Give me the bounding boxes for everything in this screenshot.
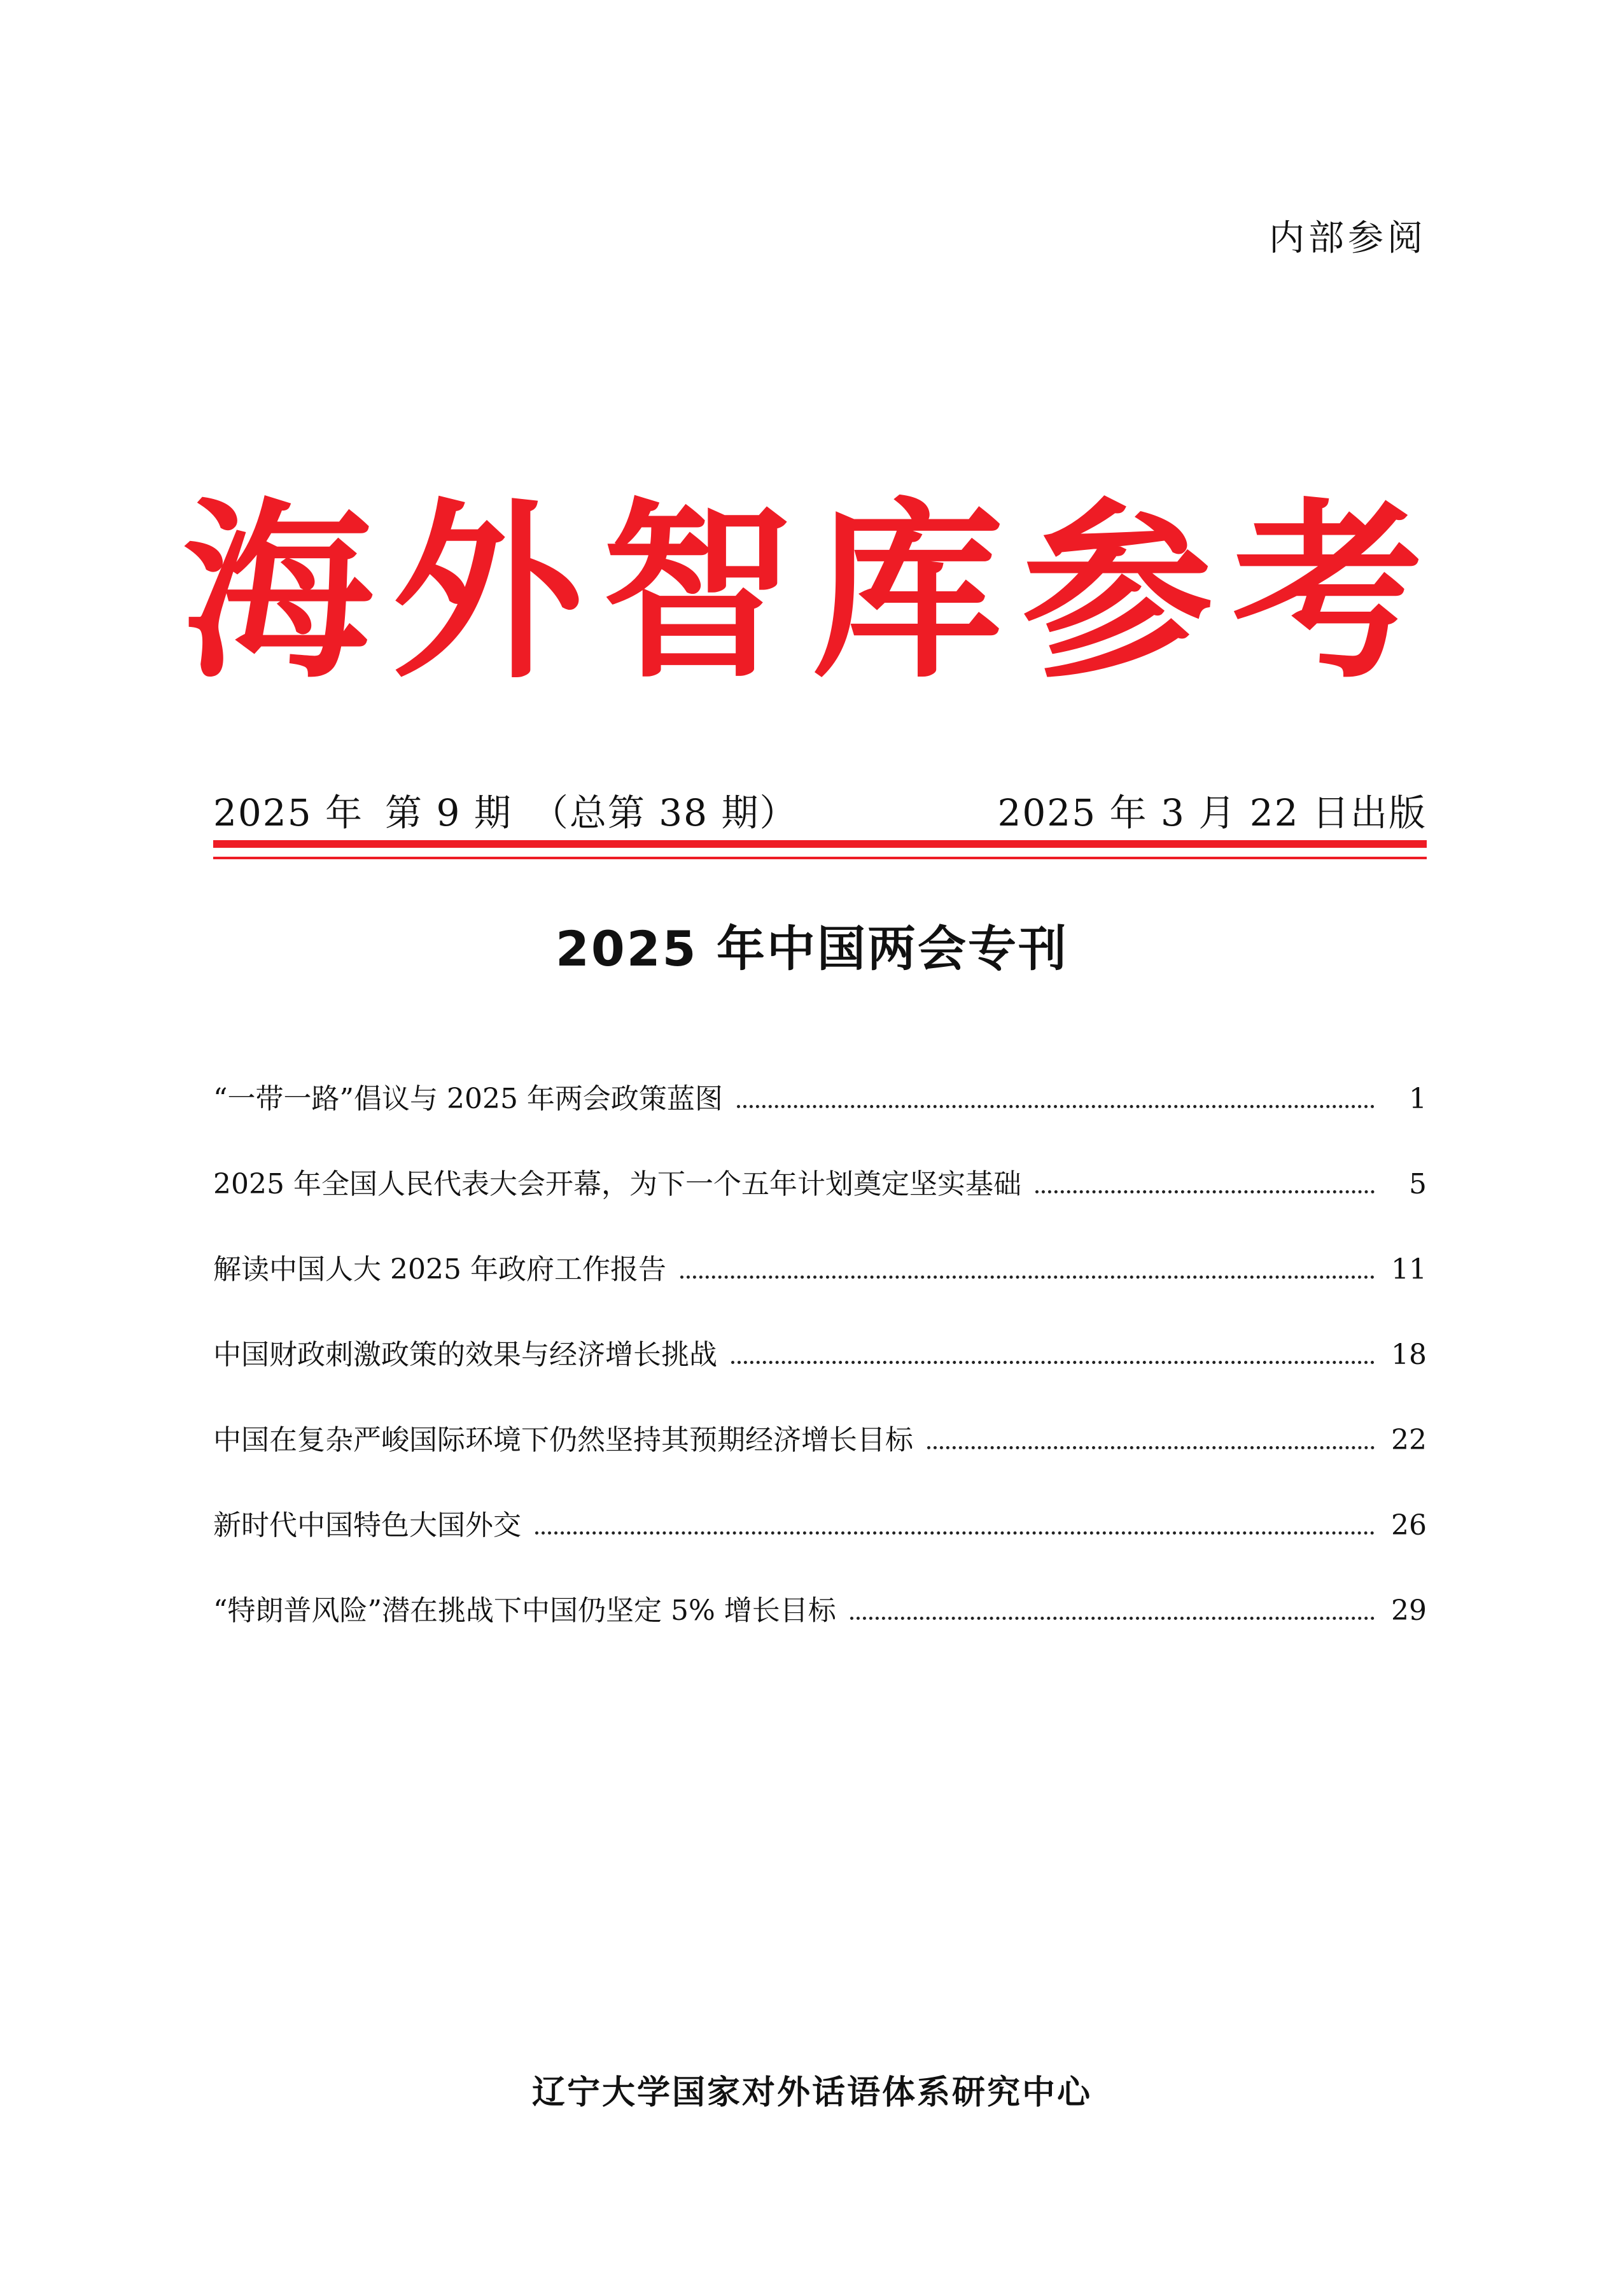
toc-leader-dots xyxy=(731,1361,1375,1364)
toc-item[interactable] xyxy=(213,1246,1427,1332)
toc-item-page: 29 xyxy=(1391,1594,1427,1627)
toc-item-page: 26 xyxy=(1391,1509,1427,1542)
toc-item-title[interactable]: 解读中国人大 2025 年政府工作报告 xyxy=(213,1253,666,1286)
toc-item[interactable] xyxy=(213,1502,1427,1587)
toc-item-title[interactable]: 中国财政刺激政策的效果与经济增长挑战 xyxy=(213,1339,717,1371)
special-issue-title: 2025 年中国两会专刊 xyxy=(556,920,1068,977)
header-rule-thin xyxy=(213,857,1427,859)
toc-leader-dots xyxy=(1035,1190,1375,1193)
toc-item-page: 22 xyxy=(1391,1424,1427,1456)
toc-item-page: 18 xyxy=(1391,1339,1427,1371)
issue-total: （总第 38 期） xyxy=(531,791,798,834)
toc-item-page: 1 xyxy=(1409,1083,1427,1115)
toc-leader-dots xyxy=(737,1105,1375,1108)
masthead-title: 海外智库参考 xyxy=(182,479,1442,704)
toc-item[interactable] xyxy=(213,1076,1427,1161)
table-of-contents xyxy=(213,1076,1427,1673)
publisher-name: 辽宁大学国家对外话语体系研究中心 xyxy=(531,2074,1092,2112)
toc-item-title[interactable]: 2025 年全国人民代表大会开幕，为下一个五年计划奠定坚实基础 xyxy=(213,1168,1021,1200)
issue-year: 2025 年 xyxy=(213,791,364,834)
header-rule-thick xyxy=(213,840,1427,848)
toc-leader-dots xyxy=(680,1276,1375,1279)
toc-item-title[interactable]: “特朗普风险”潜在挑战下中国仍坚定 5% 增长目标 xyxy=(213,1594,836,1627)
toc-item-page: 5 xyxy=(1409,1168,1427,1200)
classification-label: 内部参阅 xyxy=(1269,218,1427,259)
issue-number: 第 9 期 xyxy=(385,791,512,834)
toc-item-page: 11 xyxy=(1391,1253,1427,1286)
publication-date: 2025 年 3 月 22 日出版 xyxy=(997,791,1427,834)
toc-item[interactable] xyxy=(213,1587,1427,1673)
issue-info xyxy=(213,783,798,836)
toc-item[interactable] xyxy=(213,1161,1427,1246)
toc-item-title[interactable]: 新时代中国特色大国外交 xyxy=(213,1509,521,1542)
toc-leader-dots xyxy=(535,1531,1375,1535)
toc-item[interactable] xyxy=(213,1417,1427,1502)
toc-leader-dots xyxy=(850,1617,1375,1620)
toc-leader-dots xyxy=(927,1446,1375,1449)
toc-item-title[interactable]: 中国在复杂严峻国际环境下仍然坚持其预期经济增长目标 xyxy=(213,1424,913,1456)
toc-item[interactable] xyxy=(213,1332,1427,1417)
toc-item-title[interactable]: “一带一路”倡议与 2025 年两会政策蓝图 xyxy=(213,1083,723,1115)
